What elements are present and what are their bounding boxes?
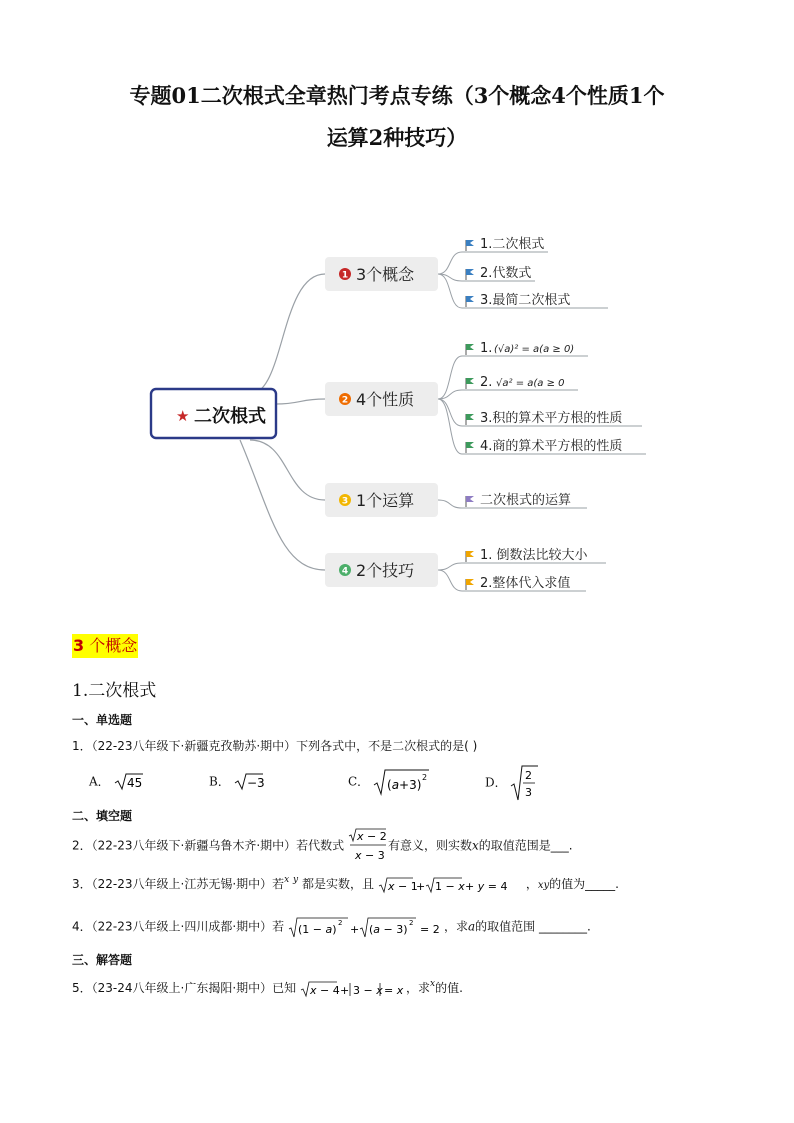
branch-node-1[interactable] xyxy=(325,257,438,291)
equation-q3 xyxy=(378,876,526,894)
star-icon: ★ xyxy=(176,407,190,425)
flag-icon xyxy=(466,551,474,562)
svg-text:3 − x: 3 − x xyxy=(352,983,383,997)
formula-property-2: √a² = a(a ≥ 0 xyxy=(496,378,565,389)
flag-icon xyxy=(466,344,474,355)
category-fill-blank: 二、填空题 xyxy=(72,809,133,823)
branch-number: 4 xyxy=(341,566,349,577)
leaf-node-2-1[interactable] xyxy=(466,341,492,356)
leaf-label: 2.整体代入求值 xyxy=(480,576,571,591)
leaf-node-1-2[interactable] xyxy=(466,265,531,281)
connector-branch-1 xyxy=(250,274,325,394)
leaf-label: 4.商的算术平方根的性质 xyxy=(480,439,623,454)
connector-branch-4 xyxy=(240,440,325,570)
leaf-node-1-3[interactable] xyxy=(466,292,570,308)
flag-icon xyxy=(466,296,474,307)
svg-text:(a+3): (a+3) xyxy=(387,778,422,792)
leaf-node-3-1[interactable] xyxy=(466,492,571,508)
branch-node-2[interactable] xyxy=(325,382,438,416)
flag-icon xyxy=(466,496,474,507)
leaf-label: 1.二次根式 xyxy=(480,237,545,252)
formula-property-1: (√a)² = a(a ≥ 0) xyxy=(494,344,575,355)
leaf-label: 二次根式的运算 xyxy=(480,493,572,508)
svg-text:= x: = x xyxy=(383,983,404,997)
branch-label: 2个技巧 xyxy=(356,561,415,580)
root-node[interactable] xyxy=(151,389,276,438)
leaf-label: 1. xyxy=(480,341,493,356)
flag-icon xyxy=(466,269,474,280)
sqrt-2-over-3 xyxy=(510,764,540,802)
leaf-node-2-3[interactable] xyxy=(466,410,622,426)
branch-label: 1个运算 xyxy=(356,491,415,510)
page-title-line1: 专题01二次根式全章热门考点专练（3个概念4个性质1个 xyxy=(129,83,665,108)
leaf-label: 2.代数式 xyxy=(480,266,532,281)
svg-text:(1 − a): (1 − a) xyxy=(297,923,337,936)
branch-number: 1 xyxy=(341,270,349,281)
svg-text:+: + xyxy=(349,923,360,936)
svg-text:3: 3 xyxy=(525,786,533,799)
svg-text:x − 4: x − 4 xyxy=(309,983,340,997)
svg-text:45: 45 xyxy=(126,776,142,790)
page-title-line2: 运算2种技巧） xyxy=(326,125,468,150)
sqrt-neg3 xyxy=(234,772,264,792)
leaf-label: 3.最简二次根式 xyxy=(480,293,571,308)
svg-text:−3: −3 xyxy=(246,776,264,790)
equation-q4 xyxy=(288,915,444,939)
sqrt-45 xyxy=(114,772,144,792)
leaf-label: 3.积的算术平方根的性质 xyxy=(480,411,623,426)
svg-text:2: 2 xyxy=(525,769,533,782)
svg-text:= 2: = 2 xyxy=(419,923,440,936)
option-b: B． −3 xyxy=(209,772,264,792)
branch-label: 4个性质 xyxy=(356,390,415,409)
category-answer: 三、解答题 xyxy=(72,953,133,967)
leaf-label: 1. 倒数法比较大小 xyxy=(480,548,588,563)
svg-text:x − 1: x − 1 xyxy=(387,879,418,893)
option-d: D． 2 3 xyxy=(485,764,540,802)
connector-branch-2 xyxy=(276,399,325,404)
svg-text:2: 2 xyxy=(408,919,414,927)
flag-icon xyxy=(466,414,474,425)
leaf-label: 2. xyxy=(480,375,493,390)
svg-text:2: 2 xyxy=(422,773,428,782)
mind-map xyxy=(0,210,794,610)
branch-number: 2 xyxy=(341,395,349,406)
question-3: 3．（22-23八年级上·江苏无锡·期中）若$^x$ $^y$ 都是实数，且 x − 1 + 1 − x + y = 4 ，xy的值为_____. xyxy=(72,875,619,893)
root-label: 二次根式 xyxy=(194,406,266,427)
svg-text:2: 2 xyxy=(337,919,343,927)
option-a: A． 45 xyxy=(89,772,144,792)
sqrt-a-plus-3-squared xyxy=(373,768,431,796)
svg-text:(a − 3): (a − 3) xyxy=(368,923,408,936)
flag-icon xyxy=(466,579,474,590)
svg-text:+: + xyxy=(339,983,350,997)
category-single-choice: 一、单选题 xyxy=(72,713,133,727)
question-5: 5．（23-24八年级上·广东揭阳·期中）已知 x − 4 + 3 − x = x ，求$^x$的值. xyxy=(72,979,463,997)
svg-text:+ y = 4: + y = 4 xyxy=(464,879,508,893)
equation-q5 xyxy=(300,980,406,998)
section-heading: 3 个概念 xyxy=(72,634,138,658)
branch-label: 3个概念 xyxy=(356,265,415,284)
flag-icon xyxy=(466,378,474,389)
fraction-sqrt-x-2-over-x-3 xyxy=(348,828,388,864)
leaf-node-1-1[interactable] xyxy=(466,236,544,252)
question-4: 4．（22-23八年级上·四川成都·期中）若 (1 − a) 2 + (a − 3) 2 = 2 ，求a的取值范围 ________. xyxy=(72,915,591,939)
branch-number: 3 xyxy=(341,496,349,507)
svg-text:x − 2: x − 2 xyxy=(356,830,387,843)
svg-text:1 − x: 1 − x xyxy=(434,879,465,893)
svg-text:x − 3: x − 3 xyxy=(354,849,385,862)
question-2: 2．（22-23八年级下·新疆乌鲁木齐·期中）若代数式 x − 2 x − 3 有意义，则实数x的取值范围是___. xyxy=(72,830,573,862)
branch-node-3[interactable] xyxy=(325,483,438,517)
flag-icon xyxy=(466,442,474,453)
heading-1: 1.二次根式 xyxy=(72,681,157,701)
leaf-node-4-1[interactable] xyxy=(466,547,589,563)
branch-node-4[interactable] xyxy=(325,553,438,587)
svg-text:+: + xyxy=(415,879,426,893)
connector-branch-3 xyxy=(250,440,325,500)
leaf-node-4-2[interactable] xyxy=(466,575,570,591)
option-c: C． (a+3) 2 xyxy=(348,768,431,796)
leaf-node-2-4[interactable] xyxy=(466,438,622,454)
question-1: 1．（22-23八年级下·新疆克孜勒苏·期中）下列各式中，不是二次根式的是( ) xyxy=(72,739,478,753)
flag-icon xyxy=(466,240,474,251)
leaf-node-2-2[interactable] xyxy=(466,375,492,390)
